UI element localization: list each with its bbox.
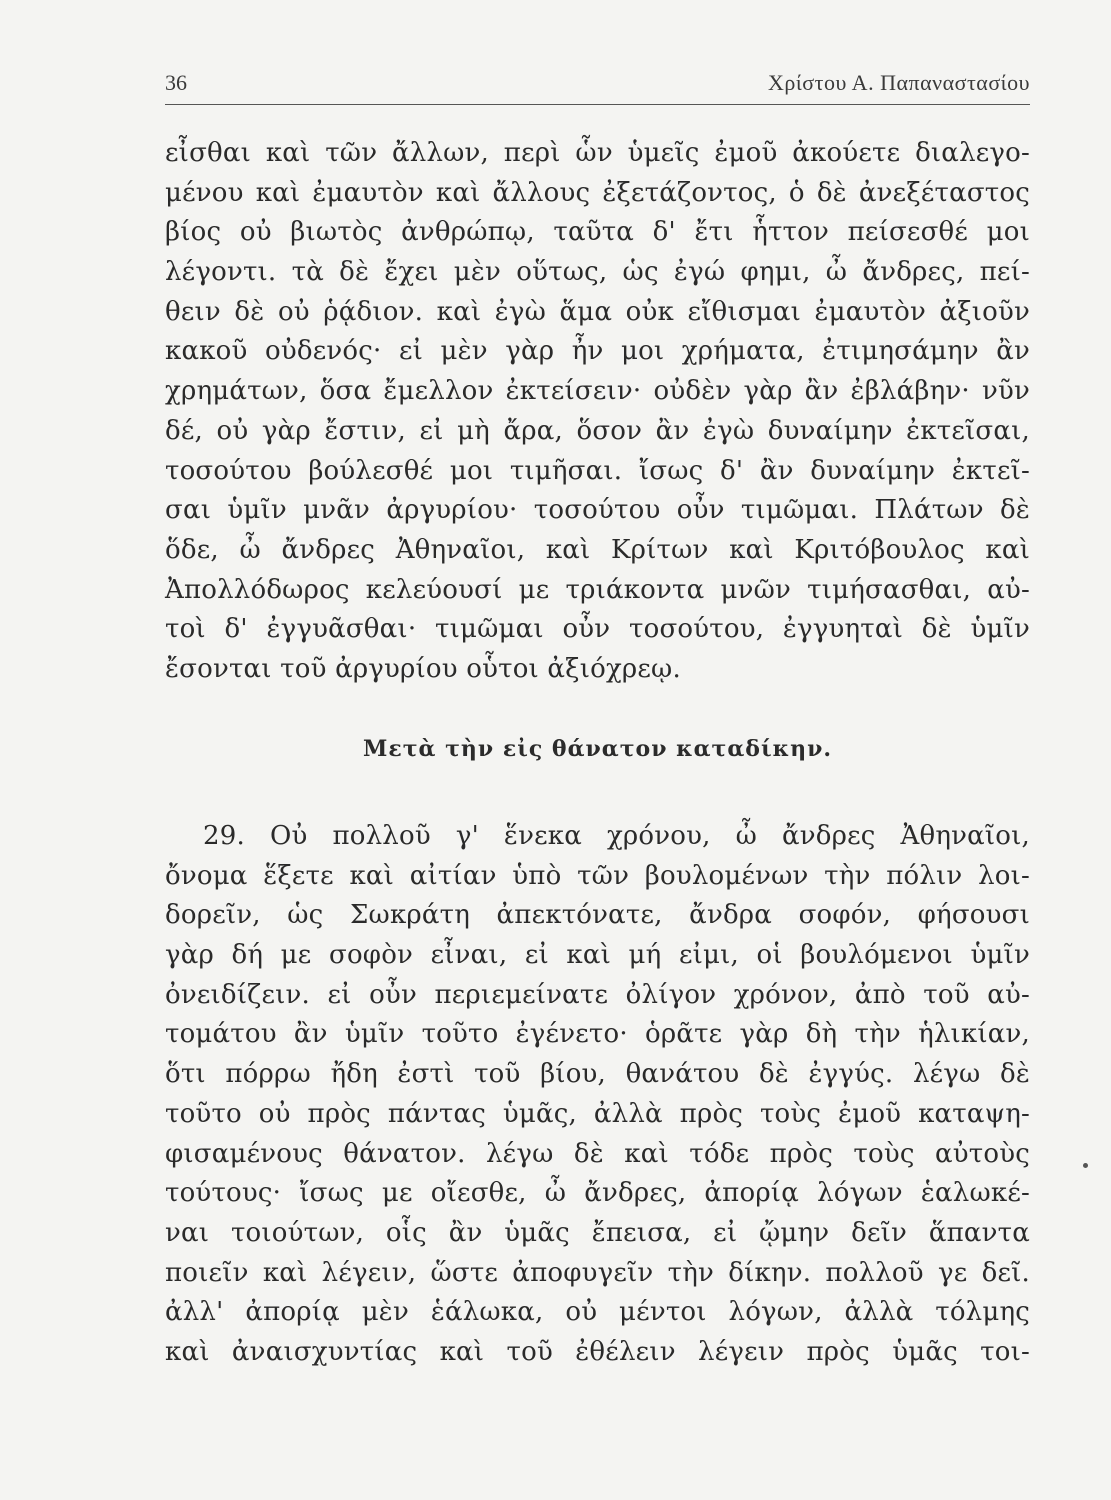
text-line: καὶ ἀναισχυντίας καὶ τοῦ ἐθέλειν λέγειν πρὸς ὑμᾶς τοι- xyxy=(165,1336,1030,1367)
page-number: 36 xyxy=(165,70,187,95)
text-line: ὅτι πόρρω ἤδη ἐστὶ τοῦ βίου, θανάτου δὲ ἐγγύς. λέγω δὲ xyxy=(165,1059,1030,1090)
text-line: ἔσονται τοῦ ἀργυρίου οὗτοι ἀξιόχρεῳ. xyxy=(165,653,681,684)
text-line: ὄνομα ἕξετε καὶ αἰτίαν ὑπὸ τῶν βουλομένων τὴν πόλιν λοι- xyxy=(165,860,1030,891)
section-heading: Μετὰ τὴν εἰς θάνατον καταδίκην. xyxy=(363,736,832,762)
text-line: βίος οὐ βιωτὸς ἀνθρώπῳ, ταῦτα δ' ἔτι ἧττον πείσεσθέ μοι xyxy=(165,217,1030,248)
text-line: 29. Οὐ πολλοῦ γ' ἕνεκα χρόνου, ὦ ἄνδρες Ἀθηναῖοι, xyxy=(203,821,1030,851)
paragraph-2 xyxy=(165,817,1030,1373)
text-line: δορεῖν, ὡς Σωκράτη ἀπεκτόνατε, ἄνδρα σοφόν, φήσουσι xyxy=(165,900,1030,931)
text-line: ὅδε, ὦ ἄνδρες Ἀθηναῖοι, καὶ Κρίτων καὶ Κριτόβουλος καὶ xyxy=(165,534,1030,565)
text-line: μένου καὶ ἐμαυτὸν καὶ ἄλλους ἐξετάζοντος, ὁ δὲ ἀνεξέταστος xyxy=(165,177,1030,208)
text-line: τομάτου ἂν ὑμῖν τοῦτο ἐγένετο· ὁρᾶτε γὰρ δὴ τὴν ἡλικίαν, xyxy=(165,1019,1030,1050)
running-head: Χρίστου Α. Παπαναστασίου xyxy=(768,70,1030,95)
text-line: γὰρ δή με σοφὸν εἶναι, εἰ καὶ μή εἰμι, οἱ βουλόμενοι ὑμῖν xyxy=(165,940,1030,971)
text-line: τούτους· ἴσως με οἴεσθε, ὦ ἄνδρες, ἀπορίᾳ λόγων ἑαλωκέ- xyxy=(165,1178,1030,1209)
text-line: ἀλλ' ἀπορίᾳ μὲν ἑάλωκα, οὐ μέντοι λόγων, ἀλλὰ τόλμης xyxy=(165,1297,1030,1328)
ink-speck xyxy=(1083,1163,1088,1168)
text-line: τοσούτου βούλεσθέ μοι τιμῆσαι. ἴσως δ' ἂν δυναίμην ἐκτεῖ- xyxy=(165,455,1030,486)
text-line: θειν δὲ οὐ ῥᾴδιον. καὶ ἐγὼ ἅμα οὐκ εἴθισμαι ἐμαυτὸν ἀξιοῦν xyxy=(165,296,1030,327)
text-line: τοὶ δ' ἐγγυᾶσθαι· τιμῶμαι οὖν τοσούτου, ἐγγυηταὶ δὲ ὑμῖν xyxy=(165,614,1030,645)
text-line: ὀνειδίζειν. εἰ οὖν περιεμείνατε ὀλίγον χρόνον, ἀπὸ τοῦ αὐ- xyxy=(165,979,1030,1010)
text-line: ποιεῖν καὶ λέγειν, ὥστε ἀποφυγεῖν τὴν δίκην. πολλοῦ γε δεῖ. xyxy=(165,1257,1030,1288)
paragraph-1 xyxy=(165,134,1030,690)
header-rule xyxy=(165,104,1030,105)
text-line: εἶσθαι καὶ τῶν ἄλλων, περὶ ὧν ὑμεῖς ἐμοῦ ἀκούετε διαλεγο- xyxy=(165,138,1030,168)
page-header xyxy=(165,70,1030,102)
text-line: χρημάτων, ὅσα ἔμελλον ἐκτείσειν· οὐδὲν γὰρ ἂν ἐβλάβην· νῦν xyxy=(165,376,1030,407)
text-line: κακοῦ οὐδενός· εἰ μὲν γὰρ ἦν μοι χρήματα, ἐτιμησάμην ἂν xyxy=(165,336,1030,367)
text-line: σαι ὑμῖν μνᾶν ἀργυρίου· τοσούτου οὖν τιμῶμαι. Πλάτων δὲ xyxy=(165,495,1030,526)
text-line: ναι τοιούτων, οἷς ἂν ὑμᾶς ἔπεισα, εἰ ᾤμην δεῖν ἅπαντα xyxy=(165,1217,1030,1248)
text-line: τοῦτο οὐ πρὸς πάντας ὑμᾶς, ἀλλὰ πρὸς τοὺς ἐμοῦ καταψη- xyxy=(165,1098,1030,1129)
text-line: φισαμένους θάνατον. λέγω δὲ καὶ τόδε πρὸς τοὺς αὐτοὺς xyxy=(165,1138,1030,1169)
text-line: Ἀπολλόδωρος κελεύουσί με τριάκοντα μνῶν τιμήσασθαι, αὐ- xyxy=(165,574,1030,605)
text-line: λέγοντι. τὰ δὲ ἔχει μὲν οὕτως, ὡς ἐγώ φημι, ὦ ἄνδρες, πεί- xyxy=(165,257,1030,288)
text-line: δέ, οὐ γὰρ ἔστιν, εἰ μὴ ἄρα, ὅσον ἂν ἐγὼ δυναίμην ἐκτεῖσαι, xyxy=(165,415,1030,446)
